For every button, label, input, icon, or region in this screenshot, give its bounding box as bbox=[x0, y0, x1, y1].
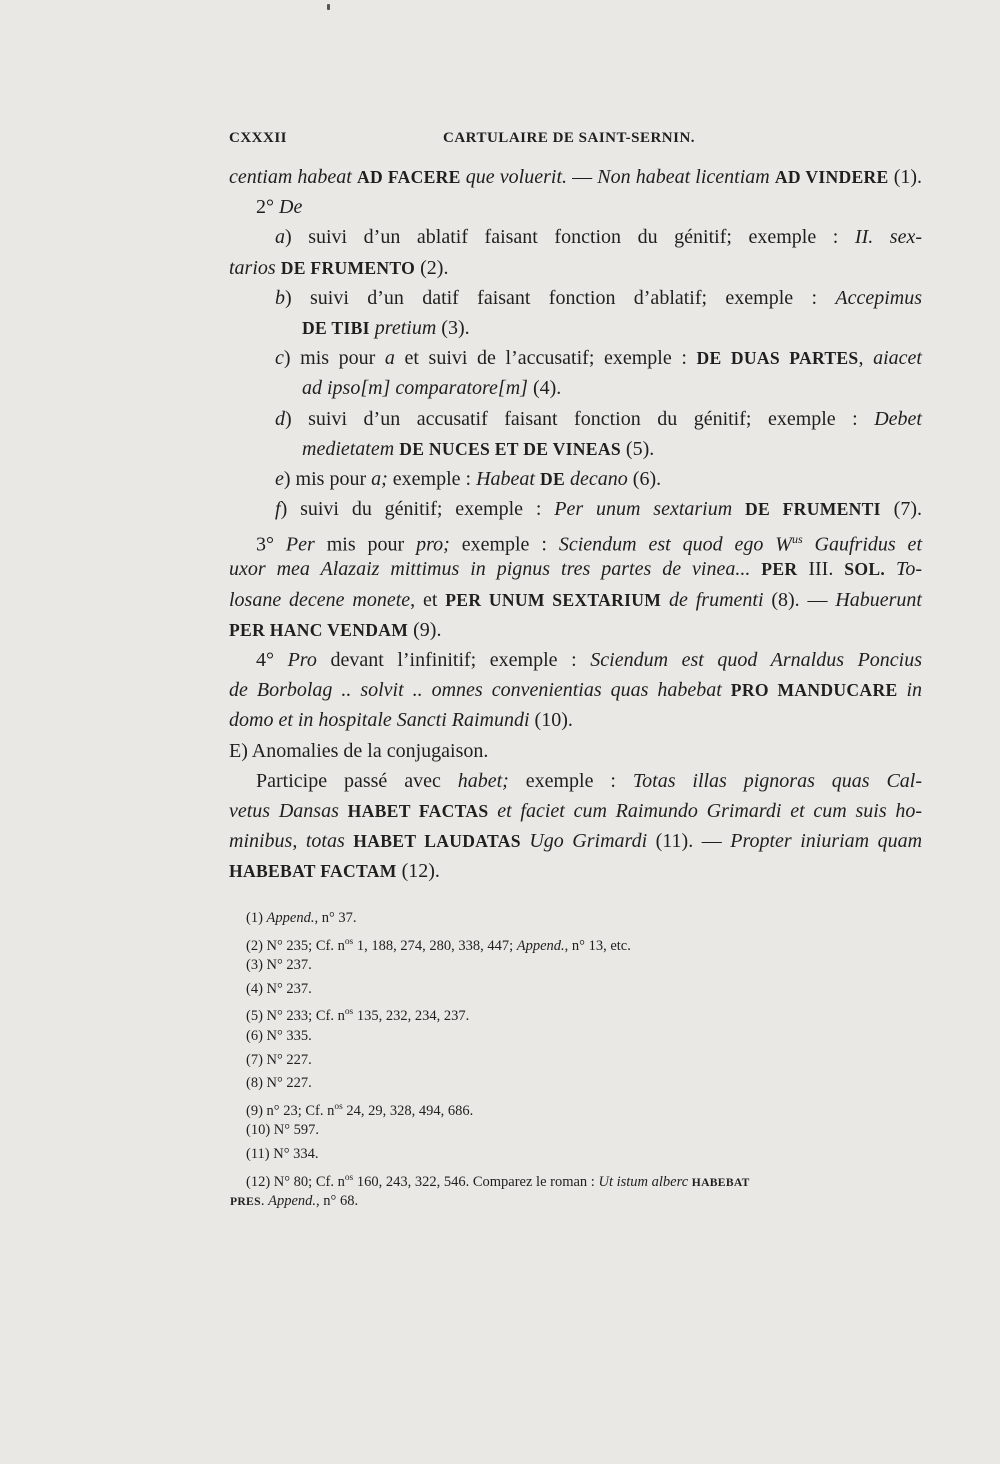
latin-smallcaps: AD VINDERE bbox=[774, 167, 889, 187]
footnote-smallcaps: HABEBAT bbox=[691, 1175, 750, 1189]
latin-text: medietatem bbox=[302, 437, 395, 460]
section-number: 2° bbox=[256, 196, 279, 219]
latin-text: Ugo Grimardi bbox=[529, 830, 648, 853]
text-line bbox=[229, 404, 922, 434]
latin-smallcaps: SOL. bbox=[844, 559, 886, 580]
text: ) suivi du génitif; exemple : bbox=[280, 498, 555, 521]
latin-smallcaps: DE FRUMENTO bbox=[280, 257, 416, 278]
text-line bbox=[229, 434, 922, 464]
item-letter: d bbox=[275, 407, 285, 430]
text-line bbox=[229, 192, 922, 222]
footnote bbox=[246, 1143, 922, 1167]
text-line bbox=[229, 645, 922, 675]
text: devant l’infinitif; exemple : bbox=[316, 649, 591, 671]
superscript: os bbox=[344, 1007, 354, 1018]
latin-text: Debet bbox=[874, 407, 922, 430]
footnote-ref: (3). bbox=[436, 316, 470, 339]
item-letter: c bbox=[275, 347, 284, 370]
footnote bbox=[246, 1096, 922, 1120]
text: et suivi de l’accusatif; exemple : bbox=[394, 347, 697, 370]
text: exemple : bbox=[387, 467, 477, 490]
heading-text: E) Anomalies de la conjugaison. bbox=[229, 739, 489, 762]
latin-text: Non habeat licentiam bbox=[597, 166, 770, 188]
text-line bbox=[229, 343, 922, 373]
text-line bbox=[229, 222, 922, 252]
latin-text: minibus bbox=[229, 830, 293, 853]
text: exemple : bbox=[508, 769, 633, 792]
footnote-text: (12) N° 80; Cf. n bbox=[246, 1173, 345, 1190]
latin-smallcaps: HABET LAUDATAS bbox=[353, 831, 521, 852]
latin-text: Pro bbox=[287, 649, 317, 671]
text-line bbox=[229, 283, 922, 313]
latin-text: centiam habeat bbox=[229, 166, 352, 188]
latin-text: Sciendum est quod ego W bbox=[558, 533, 792, 556]
footnote bbox=[246, 931, 922, 955]
latin-smallcaps: DE FRUMENTI bbox=[745, 499, 881, 520]
footnote-text: (6) N° 335. bbox=[246, 1027, 312, 1044]
text-line bbox=[229, 796, 922, 826]
text-line bbox=[229, 313, 922, 343]
footnote-italic: Append. bbox=[266, 910, 315, 926]
latin-text: Habeat bbox=[476, 467, 535, 490]
latin-smallcaps: DE DUAS PARTES bbox=[696, 348, 859, 369]
latin-smallcaps: DE NUCES ET DE VINEAS bbox=[399, 438, 621, 459]
footnote-text: (5) N° 233; Cf. n bbox=[246, 1008, 345, 1025]
page-header bbox=[229, 130, 922, 156]
footnote-text: , n° 37. bbox=[314, 910, 357, 926]
footnote-ref: (12). bbox=[396, 860, 440, 883]
footnote bbox=[246, 1025, 922, 1049]
footnote-ref: (8). — bbox=[763, 588, 836, 611]
latin-smallcaps: DE bbox=[539, 468, 566, 489]
latin-text: To- bbox=[885, 558, 922, 581]
latin-text: et faciet cum Raimundo Grimardi et cum suis ho- bbox=[497, 799, 923, 822]
footnote-italic: Ut istum alberc bbox=[598, 1173, 689, 1190]
footnote bbox=[246, 1167, 922, 1191]
latin-text: vetus Dansas bbox=[229, 799, 339, 822]
latin-smallcaps: PER bbox=[761, 559, 798, 580]
body-text bbox=[229, 162, 922, 887]
footnote-text: , n° 13, etc. bbox=[564, 937, 631, 954]
footnote-text: , n° 68. bbox=[316, 1193, 359, 1210]
text-line bbox=[229, 675, 922, 705]
text-line bbox=[229, 585, 922, 615]
footnote-italic: Append. bbox=[268, 1193, 317, 1210]
printer-mark bbox=[327, 4, 330, 10]
footnote-text: (4) N° 237. bbox=[246, 980, 312, 997]
footnote-ref: (2). bbox=[415, 256, 449, 279]
footnote-ref: (4). bbox=[527, 377, 562, 400]
section-heading bbox=[229, 736, 922, 766]
footnote-text: (8) N° 227. bbox=[246, 1075, 312, 1092]
item-letter: a bbox=[275, 226, 285, 249]
footnote-ref: (9). bbox=[408, 618, 442, 641]
latin-text: de Borbolag .. solvit .. omnes convenientias quas habebat bbox=[229, 679, 722, 702]
footnote bbox=[246, 1119, 922, 1143]
text: ) suivi d’un accusatif faisant fonction du génitif; exemple : bbox=[285, 407, 875, 430]
footnote-text: (1) bbox=[246, 910, 267, 926]
item-letter: f bbox=[275, 498, 281, 521]
footnote-ref: (7). bbox=[880, 498, 922, 521]
text-line bbox=[229, 253, 922, 283]
footnote-text: (9) n° 23; Cf. n bbox=[246, 1102, 335, 1119]
text-line bbox=[229, 856, 922, 886]
text: ) mis pour bbox=[283, 347, 385, 370]
latin-text: a; bbox=[371, 467, 388, 490]
text-line bbox=[229, 162, 922, 192]
footnotes bbox=[230, 907, 922, 1214]
latin-text: decano bbox=[570, 467, 628, 490]
footnote-continuation bbox=[230, 1190, 922, 1214]
latin-smallcaps: HABEBAT FACTAM bbox=[229, 861, 397, 882]
footnote bbox=[246, 1072, 922, 1096]
latin-text: que voluerit. bbox=[465, 166, 568, 188]
footnote-text: 24, 29, 328, 494, 686. bbox=[342, 1102, 474, 1119]
footnote bbox=[246, 954, 922, 978]
latin-smallcaps: PRO MANDUCARE bbox=[730, 680, 898, 701]
footnote-text: 1, 188, 274, 280, 338, 447; bbox=[353, 937, 517, 954]
text-line bbox=[229, 705, 922, 735]
latin-text: habet; bbox=[457, 769, 509, 792]
latin-text: pretium bbox=[374, 316, 437, 339]
latin-text: totas bbox=[305, 830, 345, 853]
superscript: os bbox=[344, 936, 354, 947]
footnote-text: 160, 243, 322, 546. Comparez le roman : bbox=[353, 1173, 599, 1190]
latin-text: uxor mea Alazaiz mittimus in pignus tres partes de vinea... bbox=[229, 558, 751, 581]
latin-text: Per bbox=[285, 533, 315, 556]
superscript: os bbox=[334, 1101, 343, 1112]
footnote-ref: (11). — bbox=[647, 830, 731, 853]
footnote bbox=[246, 907, 922, 931]
text: — bbox=[567, 166, 598, 188]
item-letter: b bbox=[275, 286, 285, 309]
footnote bbox=[246, 978, 922, 1002]
text: ) suivi d’un ablatif faisant fonction du génitif; exemple : bbox=[285, 226, 855, 249]
latin-text: domo et in hospitale Sancti Raimundi bbox=[229, 709, 530, 732]
latin-text: De bbox=[279, 196, 303, 219]
text: exemple : bbox=[449, 533, 559, 556]
latin-text: aiacet bbox=[873, 347, 922, 370]
latin-text: Totas illas pignoras quas Cal- bbox=[632, 769, 923, 792]
superscript: os bbox=[344, 1172, 354, 1183]
footnote-text: (11) N° 334. bbox=[246, 1145, 319, 1162]
text: ) suivi d’un datif faisant fonction d’ablatif; exemple : bbox=[285, 286, 836, 309]
text-line bbox=[229, 524, 922, 554]
footnote-text: (3) N° 237. bbox=[246, 957, 312, 974]
latin-text: pro; bbox=[416, 533, 450, 556]
text: mis pour bbox=[314, 533, 417, 556]
latin-text: tarios bbox=[229, 256, 276, 279]
latin-smallcaps: HABET FACTAS bbox=[347, 800, 489, 821]
latin-text: Accepimus bbox=[835, 286, 922, 309]
latin-text: II. sex- bbox=[854, 226, 922, 249]
footnote-ref: (5). bbox=[620, 437, 655, 460]
latin-text: Propter iniuriam quam bbox=[730, 830, 923, 853]
latin-smallcaps: DE TIBI bbox=[302, 317, 370, 338]
text-line bbox=[229, 615, 922, 645]
footnote bbox=[246, 1049, 922, 1073]
running-title: CARTULAIRE DE SAINT-SERNIN. bbox=[443, 130, 696, 146]
text-line bbox=[229, 373, 922, 403]
page-number: CXXXII bbox=[229, 130, 288, 146]
text: , bbox=[292, 830, 306, 853]
footnote-text: (7) N° 227. bbox=[246, 1051, 312, 1068]
text-line bbox=[229, 494, 922, 524]
text-line bbox=[229, 464, 922, 494]
latin-smallcaps: AD FACERE bbox=[357, 167, 461, 187]
latin-text: losane decene monete bbox=[229, 588, 411, 611]
latin-text: ad ipso[m] comparatore[m] bbox=[302, 377, 528, 400]
item-letter: e bbox=[275, 467, 284, 490]
footnote-text: (2) N° 235; Cf. n bbox=[246, 937, 345, 954]
text: , bbox=[858, 347, 874, 370]
text-line bbox=[229, 554, 922, 584]
footnote-text: . bbox=[260, 1193, 269, 1210]
latin-smallcaps: PER UNUM SEXTARIUM bbox=[445, 589, 662, 610]
text: Participe passé avec bbox=[256, 769, 458, 792]
text: ) mis pour bbox=[283, 467, 372, 490]
latin-text: Gaufridus et bbox=[802, 533, 922, 556]
latin-text: a bbox=[384, 347, 395, 370]
text-line bbox=[229, 766, 922, 796]
superscript: us bbox=[791, 532, 803, 547]
latin-text: Per unum sextarium bbox=[554, 498, 733, 521]
text: III. bbox=[797, 558, 845, 581]
footnote-smallcaps: PRES bbox=[230, 1195, 261, 1209]
footnote bbox=[246, 1001, 922, 1025]
latin-smallcaps: PER HANC VENDAM bbox=[229, 619, 409, 640]
footnote-italic: Append. bbox=[516, 937, 565, 954]
text: , et bbox=[410, 588, 446, 611]
latin-text: de frumenti bbox=[669, 588, 764, 611]
latin-text: Sciendum est quod Arnaldus Poncius bbox=[590, 649, 923, 671]
section-number: 3° bbox=[256, 533, 286, 556]
footnote-ref: (6). bbox=[627, 467, 662, 490]
text-line bbox=[229, 826, 922, 856]
footnote-ref: (1). bbox=[888, 166, 923, 188]
latin-text: Habuerunt bbox=[835, 588, 922, 611]
latin-text: in bbox=[906, 679, 923, 702]
footnote-text: 135, 232, 234, 237. bbox=[353, 1008, 470, 1025]
footnote-text: (10) N° 597. bbox=[246, 1122, 320, 1139]
section-number: 4° bbox=[256, 649, 288, 671]
footnote-ref: (10). bbox=[529, 709, 573, 732]
